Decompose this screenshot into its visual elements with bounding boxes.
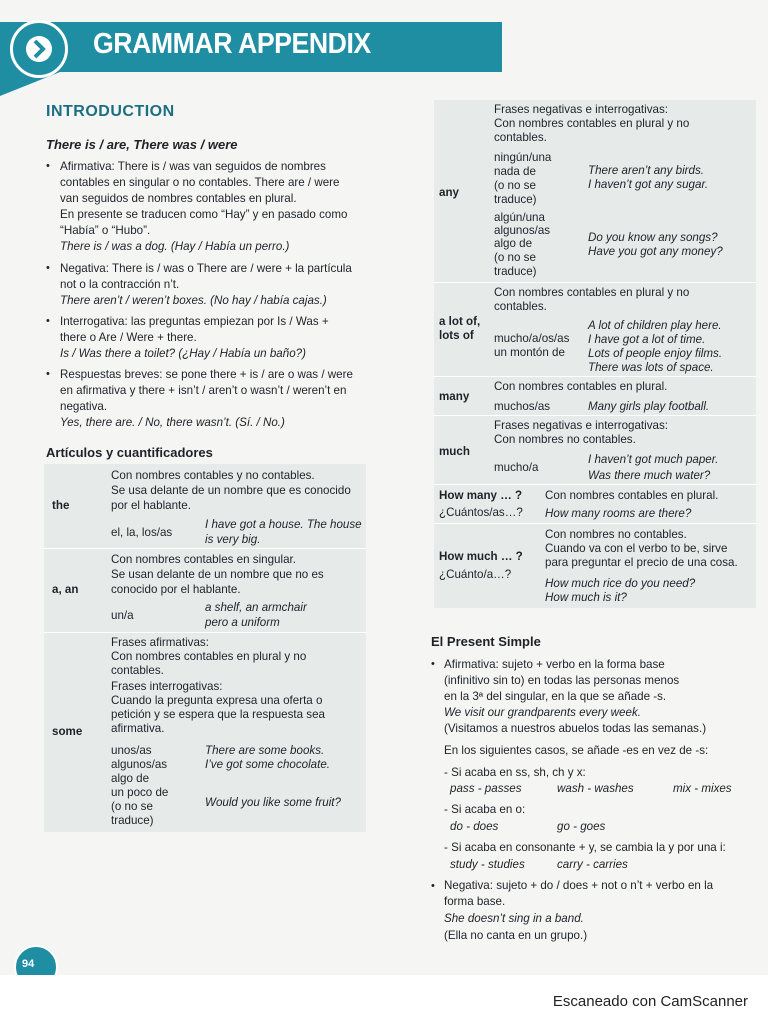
intro-subheading: There is / are, There was / were [46,137,238,152]
keyword-some: some [52,725,83,738]
bullet: • [431,880,435,892]
a-an-desc: Con nombres contables en singular. [111,553,296,566]
some-example: There are some books. [205,744,325,757]
ps-afirmativa-line: En los siguientes casos, se añade -es en vez de -s: [444,744,709,757]
row-divider [434,376,756,377]
how-much-desc: Con nombres no contables. [545,528,687,541]
ps-negativa-line: Negativa: sujeto + do / does + not o n’t + verbo en la [444,879,714,892]
bullet: • [46,315,50,327]
articulos-heading: Artículos y cuantificadores [46,445,213,460]
the-desc: por el hablante. [111,499,191,512]
the-translation: el, la, los/as [111,526,173,539]
some-desc: Cuando la pregunta expresa una oferta o [111,694,323,707]
afirmativa-line: Afirmativa: There is / was van seguidos de nombres [60,160,326,173]
some-translation: algunos/as [111,758,168,771]
alotof-desc: Con nombres contables en plural y no [494,286,690,299]
any-desc: Con nombres contables en plural y no [494,117,690,130]
page-number-badge [14,945,58,975]
much-desc: Frases negativas e interrogativas: [494,419,668,432]
a-an-translation: un/a [111,609,134,622]
scanner-watermark: Escaneado con CamScanner [552,993,748,1010]
how-much-desc: Cuando va con el verbo to be, sirve [545,542,728,555]
keyword-a-lot-of: a lot of, [439,315,481,328]
page-title: GRAMMAR APPENDIX [93,28,371,60]
alotof-example: Lots of people enjoy films. [588,347,723,360]
bullet: • [46,160,50,172]
bullet: • [46,368,50,380]
afirmativa-line: van seguidos de nombres contables en plural. [60,192,297,205]
row-divider [44,548,366,549]
how-much-desc: para preguntar el precio de una cosa. [545,556,738,569]
ps-rule-example: go - goes [557,820,606,833]
some-desc: Con nombres contables en plural y no [111,650,307,663]
respuestas-line: negativa. [60,400,108,413]
bullet: • [46,262,50,274]
any-example: There aren’t any birds. [588,164,704,177]
chevron-right-icon [10,20,68,78]
the-example: is very big. [205,533,261,546]
keyword-any: any [439,186,459,199]
some-desc: afirmativa. [111,722,165,735]
keyword-much: much [439,445,470,458]
ps-rule: - Si acaba en o: [444,803,526,816]
negativa-line: Negativa: There is / was o There are / were + la partícula [60,262,352,275]
any-desc: Frases negativas e interrogativas: [494,103,668,116]
any-example: Have you got any money? [588,245,723,258]
some-desc: petición y se espera que la respuesta sea [111,708,325,721]
a-an-desc: conocido por el hablante. [111,583,241,596]
a-an-example: a shelf, an armchair [205,601,307,614]
any-translation: nada de [494,165,536,178]
much-desc: Con nombres no contables. [494,433,636,446]
much-example: Was there much water? [588,469,711,482]
ps-afirmativa-line: (infinitivo sin to) en todas las personas menos [444,674,680,687]
ps-rule-example: wash - washes [557,782,634,795]
interrogativa-line: Interrogativa: las preguntas empiezan por Is / Was + [60,315,329,328]
alotof-example: A lot of children play here. [588,319,722,332]
how-much-example: How much is it? [545,591,627,604]
ps-afirmativa-line: en la 3ª del singular, en la que se añade -s. [444,690,667,703]
many-desc: Con nombres contables en plural. [494,380,668,393]
how-many-example: How many rooms are there? [545,507,692,520]
negativa-line: not o la contracción n’t. [60,278,180,291]
row-divider [434,282,756,283]
keyword-many: many [439,390,470,403]
any-translation: (o no se [494,179,536,192]
much-example: I haven’t got much paper. [588,453,719,466]
any-example: I haven’t got any sugar. [588,178,709,191]
some-example: I’ve got some chocolate. [205,758,331,771]
ps-negativa-translation: (Ella no canta en un grupo.) [444,929,588,942]
any-translation: (o no se [494,251,536,264]
keyword-lots-of: lots of [439,329,474,342]
keyword-how-many: How many … ? [439,489,523,502]
row-divider [434,415,756,416]
ps-negativa-line: forma base. [444,895,506,908]
ps-rule-example: study - studies [450,858,525,871]
respuestas-example: Yes, there are. / No, there wasn’t. (Sí. / No.) [60,416,285,429]
afirmativa-line: En presente se traducen como “Hay” y en pasado como [60,208,348,221]
keyword-the: the [52,499,70,512]
some-translation: unos/as [111,744,152,757]
ps-afirmativa-example: We visit our grandparents every week. [444,706,641,719]
alotof-translation: mucho/a/os/as [494,332,570,345]
any-translation: traduce) [494,265,537,278]
page-number: 94 [22,958,35,970]
ps-rule: - Si acaba en ss, sh, ch y x: [444,766,586,779]
afirmativa-line: contables en singular o no contables. There are / were [60,176,340,189]
any-translation: algún/una [494,211,545,224]
any-example: Do you know any songs? [588,231,718,244]
ps-rule: - Si acaba en consonante + y, se cambia la y por una i: [444,841,726,854]
some-example: Would you like some fruit? [205,796,341,809]
interrogativa-example: Is / Was there a toilet? (¿Hay / Había un baño?) [60,347,306,360]
interrogativa-line: there o Are / Were + there. [60,331,197,344]
the-example: I have got a house. The house [205,518,362,531]
afirmativa-example: There is / was a dog. (Hay / Había un perro.) [60,240,290,253]
ps-afirmativa-line: Afirmativa: sujeto + verbo en la forma base [444,658,665,671]
row-divider [434,523,756,524]
how-much-translation: ¿Cuánto/a…? [439,568,512,581]
bullet: • [431,658,435,670]
ps-rule-example: mix - mixes [673,782,732,795]
how-many-desc: Con nombres contables en plural. [545,489,719,502]
many-example: Many girls play football. [588,400,710,413]
respuestas-line: Respuestas breves: se pone there + is / are o was / were [60,368,353,381]
row-divider [434,484,756,485]
keyword-how-much: How much … ? [439,550,523,563]
negativa-example: There aren’t / weren’t boxes. (No hay / había cajas.) [60,294,327,307]
respuestas-line: en afirmativa y there + isn’t / aren’t o wasn’t / weren’t en [60,384,347,397]
some-translation: algo de [111,772,150,785]
any-translation: traduce) [494,193,537,206]
some-desc: Frases afirmativas: [111,636,209,649]
ps-rule-example: carry - carries [557,858,628,871]
intro-heading: INTRODUCTION [46,103,175,120]
the-desc: Con nombres contables y no contables. [111,469,315,482]
alotof-example: I have got a lot of time. [588,333,706,346]
any-translation: algo de [494,237,533,250]
row-divider [44,632,366,633]
a-an-desc: Se usan delante de un nombre que no es [111,568,324,581]
ps-rule-example: pass - passes [450,782,522,795]
any-translation: algunos/as [494,224,551,237]
ps-afirmativa-translation: (Visitamos a nuestros abuelos todas las semanas.) [444,722,707,735]
how-many-translation: ¿Cuántos/as…? [439,506,523,519]
keyword-a-an: a, an [52,583,79,596]
ps-negativa-example: She doesn’t sing in a band. [444,912,584,925]
some-desc: Frases interrogativas: [111,680,223,693]
some-desc: contables. [111,664,164,677]
alotof-translation: un montón de [494,346,565,359]
some-translation: un poco de [111,786,169,799]
alotof-example: There was lots of space. [588,361,714,374]
ps-rule-example: do - does [450,820,499,833]
some-translation: (o no se [111,800,153,813]
alotof-desc: contables. [494,300,547,313]
present-simple-heading: El Present Simple [431,634,541,649]
how-much-example: How much rice do you need? [545,577,696,590]
the-desc: Se usa delante de un nombre que es conocido [111,484,351,497]
some-translation: traduce) [111,814,154,827]
any-desc: contables. [494,131,547,144]
many-translation: muchos/as [494,400,551,413]
a-an-example: pero a uniform [205,616,280,629]
any-translation: ningún/una [494,151,552,164]
much-translation: mucho/a [494,461,539,474]
afirmativa-line: “Había” o “Hubo”. [60,224,151,237]
